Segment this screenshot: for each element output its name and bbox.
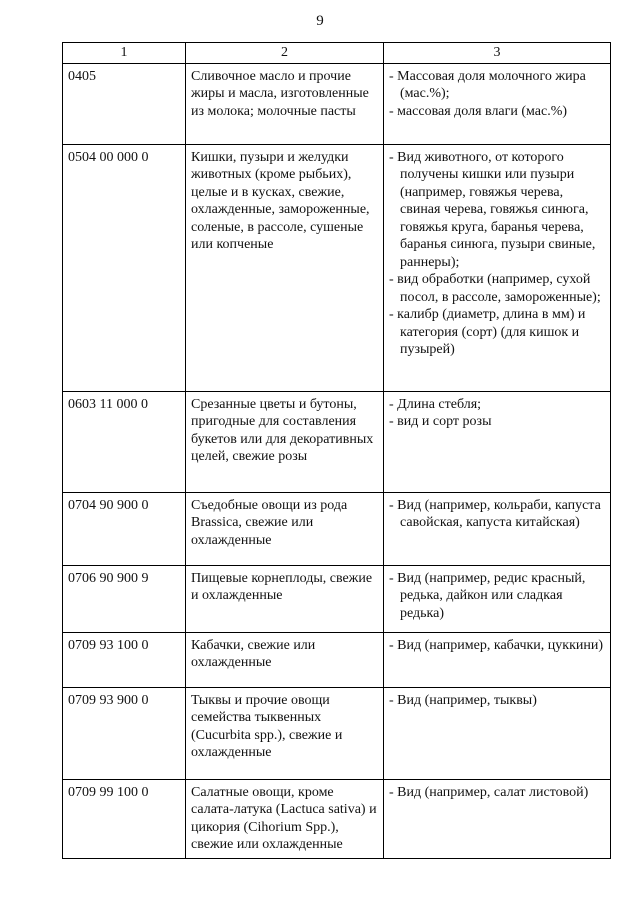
features-list — [389, 570, 605, 623]
features-cell — [384, 492, 611, 565]
table-row — [63, 492, 611, 565]
features-cell — [384, 779, 611, 858]
column-header-1: 1 — [63, 43, 186, 64]
table-row — [63, 63, 611, 144]
features-cell — [384, 63, 611, 144]
code-cell: 0603 11 000 0 — [63, 391, 186, 492]
feature-item: - вид и сорт розы — [389, 413, 605, 431]
table-row — [63, 391, 611, 492]
description-cell: Сливочное масло и прочие жиры и масла, изготовленные из молока; молочные пасты — [186, 63, 384, 144]
code-cell: 0405 — [63, 63, 186, 144]
table-row — [63, 144, 611, 391]
feature-item: - массовая доля влаги (мас.%) — [389, 103, 605, 121]
page-number: 9 — [316, 13, 324, 29]
code-cell: 0704 90 900 0 — [63, 492, 186, 565]
features-list — [389, 497, 605, 532]
features-cell — [384, 687, 611, 779]
features-list — [389, 784, 605, 802]
description-cell: Срезанные цветы и бутоны, пригодные для составления букетов или для декоративных целей, свежие розы — [186, 391, 384, 492]
features-list — [389, 396, 605, 431]
features-list — [389, 68, 605, 121]
features-list — [389, 637, 605, 655]
code-cell: 0504 00 000 0 — [63, 144, 186, 391]
code-cell: 0709 99 100 0 — [63, 779, 186, 858]
feature-item: - Вид (например, тыквы) — [389, 692, 605, 710]
feature-item: - Вид (например, салат листовой) — [389, 784, 605, 802]
feature-item: - вид обработки (например, сухой посол, в рассоле, замороженные); — [389, 271, 605, 306]
code-cell: 0706 90 900 9 — [63, 565, 186, 632]
description-cell: Пищевые корнеплоды, свежие и охлажденные — [186, 565, 384, 632]
feature-item: - калибр (диаметр, длина в мм) и категория (сорт) (для кишок и пузырей) — [389, 306, 605, 359]
description-cell: Съедобные овощи из рода Brassica, свежие или охлажденные — [186, 492, 384, 565]
feature-item: - Вид (например, кабачки, цуккини) — [389, 637, 605, 655]
features-cell — [384, 565, 611, 632]
description-cell: Тыквы и прочие овощи семейства тыквенных (Cucurbita spp.), свежие и охлажденные — [186, 687, 384, 779]
table-row — [63, 565, 611, 632]
features-list — [389, 149, 605, 359]
description-cell: Кабачки, свежие или охлажденные — [186, 632, 384, 687]
code-cell: 0709 93 900 0 — [63, 687, 186, 779]
table-row — [63, 632, 611, 687]
feature-item: - Вид животного, от которого получены кишки или пузыри (например, говяжья черева, свиная черева, говяжья синюга, говяжья круга, баранья черева, баранья синюга, пузыри свиные, раннеры); — [389, 149, 605, 272]
column-header-2: 2 — [186, 43, 384, 64]
description-cell: Кишки, пузыри и желудки животных (кроме рыбьих), целые и в кусках, свежие, охлажденные, замороженные, соленые, в рассоле, сушеные или копченые — [186, 144, 384, 391]
features-cell — [384, 632, 611, 687]
description-cell: Салатные овощи, кроме салата-латука (Lactuca sativa) и цикория (Cihorium Spp.), свежие или охлажденные — [186, 779, 384, 858]
table-row — [63, 779, 611, 858]
features-list — [389, 692, 605, 710]
table-body — [63, 63, 611, 858]
column-header-3: 3 — [384, 43, 611, 64]
features-cell — [384, 391, 611, 492]
classification-table — [62, 42, 611, 859]
feature-item: - Вид (например, кольраби, капуста савойская, капуста китайская) — [389, 497, 605, 532]
header-row — [63, 43, 611, 64]
feature-item: - Длина стебля; — [389, 396, 605, 414]
feature-item: - Вид (например, редис красный, редька, дайкон или сладкая редька) — [389, 570, 605, 623]
table-row — [63, 687, 611, 779]
code-cell: 0709 93 100 0 — [63, 632, 186, 687]
feature-item: - Массовая доля молочного жира (мас.%); — [389, 68, 605, 103]
features-cell — [384, 144, 611, 391]
